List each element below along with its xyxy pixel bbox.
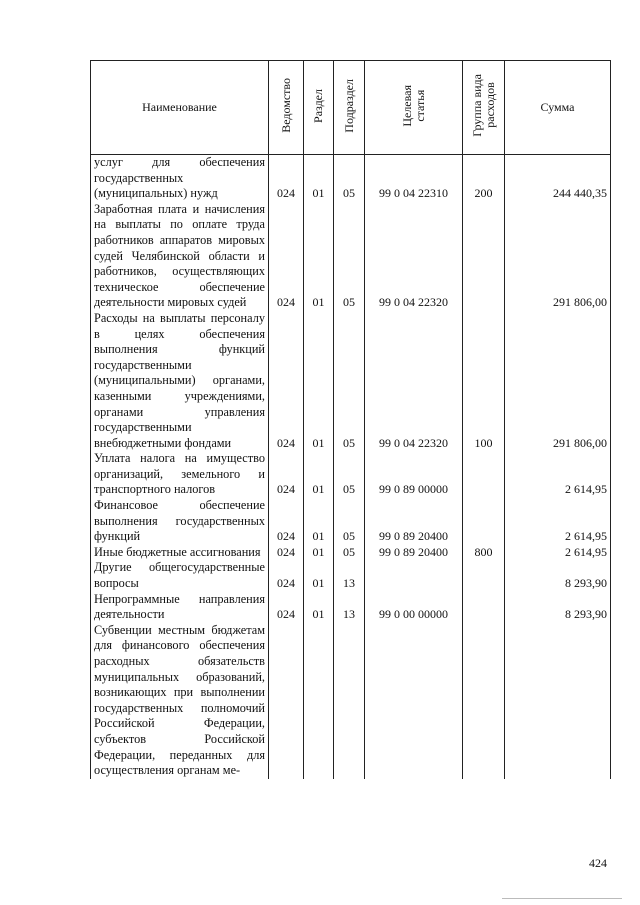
row-name: Иные бюджетные ассигнования [91, 545, 269, 561]
table-row [91, 155, 611, 202]
header-section: Раздел [304, 61, 334, 155]
table-row [91, 623, 611, 779]
table-row [91, 202, 611, 311]
row-sum: 8 293,90 [505, 592, 611, 623]
row-subsection: 13 [334, 592, 365, 623]
row-sum: 2 614,95 [505, 498, 611, 545]
row-subsection: 13 [334, 560, 365, 591]
row-group [463, 623, 505, 779]
row-group [463, 202, 505, 311]
row-name: Субвенции местным бюджетам для финансового обеспечения расходных обязательств муниципальных образований, возникающих при выполнении государственных полномочий Российской Федерации, субъектов Российской Федерации, переданных для осуществления органам ме- [91, 623, 269, 779]
row-sum: 291 806,00 [505, 202, 611, 311]
table-row [91, 451, 611, 498]
row-group [463, 592, 505, 623]
row-group: 800 [463, 545, 505, 561]
row-subsection: 05 [334, 545, 365, 561]
row-subsection [334, 623, 365, 779]
row-name: услуг для обеспечения государственных (муниципальных) нужд [91, 155, 269, 202]
row-subsection: 05 [334, 498, 365, 545]
row-target: 99 0 04 22320 [365, 311, 463, 451]
header-dept: Ведомство [269, 61, 304, 155]
header-target: Целевая статья [365, 61, 463, 155]
row-target: 99 0 04 22320 [365, 202, 463, 311]
row-name: Заработная плата и начисления на выплаты по оплате труда работников аппаратов мировых судей Челябинской области и работников, осуществляющих техническое обеспечение деятельности мировых судей [91, 202, 269, 311]
row-sum: 291 806,00 [505, 311, 611, 451]
row-section: 01 [304, 155, 334, 202]
row-target: 99 0 89 20400 [365, 498, 463, 545]
row-group: 200 [463, 155, 505, 202]
row-sum: 8 293,90 [505, 560, 611, 591]
header-group: Группа вида расходов [463, 61, 505, 155]
row-group [463, 451, 505, 498]
table-row [91, 560, 611, 591]
row-sum: 244 440,35 [505, 155, 611, 202]
page-number: 424 [589, 856, 607, 870]
table-row [91, 592, 611, 623]
row-target: 99 0 89 20400 [365, 545, 463, 561]
row-name: Расходы на выплаты персоналу в целях обеспечения выполнения функций государственными (муниципальными) органами, казенными учреждениями, органами управления государственными внебюджетными фондами [91, 311, 269, 451]
row-dept: 024 [269, 560, 304, 591]
row-section: 01 [304, 498, 334, 545]
row-section: 01 [304, 560, 334, 591]
row-subsection: 05 [334, 311, 365, 451]
row-dept: 024 [269, 545, 304, 561]
row-section: 01 [304, 592, 334, 623]
row-target [365, 623, 463, 779]
row-section: 01 [304, 451, 334, 498]
row-dept: 024 [269, 202, 304, 311]
table-row [91, 311, 611, 451]
row-name: Другие общегосударственные вопросы [91, 560, 269, 591]
row-group [463, 560, 505, 591]
row-target: 99 0 89 00000 [365, 451, 463, 498]
table-row [91, 498, 611, 545]
table-header-row [91, 61, 611, 155]
table-row [91, 545, 611, 561]
row-target: 99 0 04 22310 [365, 155, 463, 202]
row-dept: 024 [269, 155, 304, 202]
row-name: Финансовое обеспечение выполнения государственных функций [91, 498, 269, 545]
header-sum: Сумма [505, 61, 611, 155]
row-section: 01 [304, 311, 334, 451]
row-sum [505, 623, 611, 779]
header-name: Наименование [91, 61, 269, 155]
row-target [365, 560, 463, 591]
row-subsection: 05 [334, 155, 365, 202]
row-subsection: 05 [334, 451, 365, 498]
row-group [463, 498, 505, 545]
row-dept: 024 [269, 451, 304, 498]
row-sum: 2 614,95 [505, 545, 611, 561]
row-dept: 024 [269, 498, 304, 545]
row-name: Уплата налога на имущество организаций, земельного и транспортного налогов [91, 451, 269, 498]
row-dept: 024 [269, 592, 304, 623]
row-dept [269, 623, 304, 779]
row-section: 01 [304, 545, 334, 561]
row-group: 100 [463, 311, 505, 451]
row-target: 99 0 00 00000 [365, 592, 463, 623]
budget-table [90, 60, 611, 779]
row-section [304, 623, 334, 779]
row-subsection: 05 [334, 202, 365, 311]
row-name: Непрограммные направления деятельности [91, 592, 269, 623]
header-subsection: Подраздел [334, 61, 365, 155]
row-dept: 024 [269, 311, 304, 451]
budget-table-container [90, 60, 610, 847]
row-sum: 2 614,95 [505, 451, 611, 498]
scan-artifact-line [502, 898, 622, 899]
row-section: 01 [304, 202, 334, 311]
